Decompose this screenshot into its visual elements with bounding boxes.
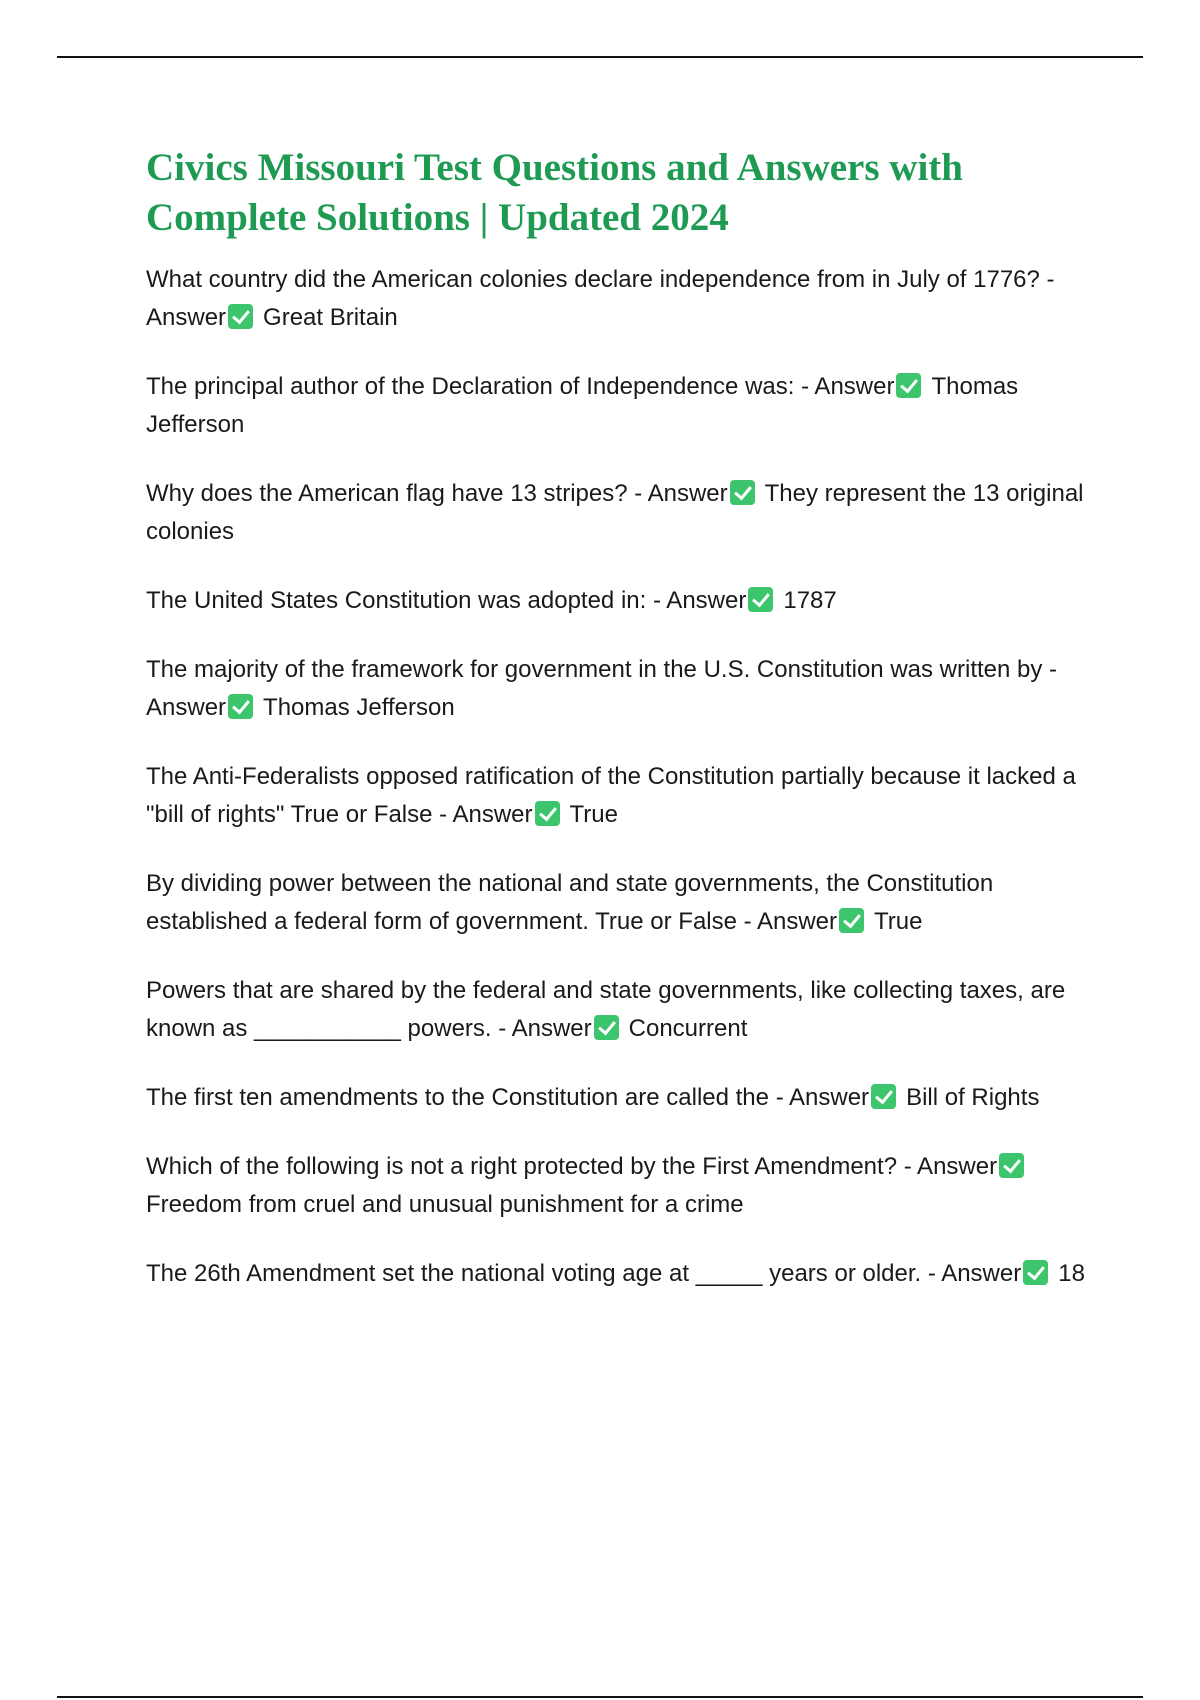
answer-marker: - Answer (498, 1015, 592, 1042)
question-text: The principal author of the Declaration of Independence was: (146, 373, 795, 400)
checkmark-icon (535, 801, 560, 826)
question-text: The Anti-Federalists opposed ratification of the Constitution partially because it lacked a "bill of rights" True or False (146, 763, 1076, 828)
checkmark-icon (871, 1084, 896, 1109)
checkmark-icon (594, 1015, 619, 1040)
checkmark-icon (896, 373, 921, 398)
document-body (146, 143, 1096, 1324)
question-text: The first ten amendments to the Constitution are called the (146, 1084, 770, 1111)
answer-text: True (874, 908, 923, 935)
answer-text: 1787 (783, 587, 837, 614)
answer-text: Freedom from cruel and unusual punishment for a crime (146, 1191, 744, 1218)
qa-item (146, 582, 1096, 620)
checkmark-icon (1023, 1260, 1048, 1285)
answer-text: Great Britain (263, 304, 398, 331)
answer-text: Thomas Jefferson (263, 694, 455, 721)
checkmark-icon (730, 480, 755, 505)
answer-text: Concurrent (628, 1015, 748, 1042)
bottom-rule (57, 1696, 1143, 1698)
question-text: Which of the following is not a right protected by the First Amendment? (146, 1153, 898, 1180)
answer-marker: - Answer (927, 1260, 1022, 1287)
answer-marker: - Answer (652, 587, 747, 614)
checkmark-icon (228, 304, 253, 329)
checkmark-icon (228, 694, 253, 719)
qa-item (146, 972, 1096, 1048)
qa-item (146, 475, 1096, 551)
qa-item (146, 261, 1096, 337)
checkmark-icon (748, 587, 773, 612)
qa-item (146, 651, 1096, 727)
question-text: Powers that are shared by the federal and state governments, like collecting taxes, are known as ___________ powers. (146, 977, 1066, 1042)
answer-text: 18 (1058, 1260, 1085, 1287)
answer-text: Bill of Rights (906, 1084, 1040, 1111)
checkmark-icon (999, 1153, 1024, 1178)
answer-marker: - Answer (439, 801, 533, 828)
question-text: Why does the American flag have 13 stripes? (146, 480, 628, 507)
question-text: The United States Constitution was adopted in: (146, 587, 647, 614)
answer-marker: - Answer (775, 1084, 870, 1111)
top-rule (57, 56, 1143, 58)
qa-item (146, 1148, 1096, 1224)
document-title: Civics Missouri Test Questions and Answers with Complete Solutions | Updated 2024 (146, 146, 963, 239)
qa-item (146, 1255, 1096, 1293)
question-text: The majority of the framework for government in the U.S. Constitution was written by (146, 656, 1043, 683)
qa-item (146, 1079, 1096, 1117)
answer-marker: - Answer (634, 480, 728, 507)
answer-text: Thomas Jefferson (146, 373, 1019, 438)
checkmark-icon (839, 908, 864, 933)
question-text: What country did the American colonies declare independence from in July of 1776? (146, 266, 1040, 293)
question-text: By dividing power between the national and state governments, the Constitution established a federal form of government. True or False (146, 870, 994, 935)
answer-marker: - Answer (146, 266, 1055, 331)
question-text: The 26th Amendment set the national voting age at _____ years or older. (146, 1260, 922, 1287)
answer-marker: - Answer (903, 1153, 998, 1180)
answer-marker: - Answer (801, 373, 895, 400)
answer-text: True (569, 801, 618, 828)
qa-item (146, 758, 1096, 834)
qa-item (146, 368, 1096, 444)
qa-item (146, 865, 1096, 941)
answer-marker: - Answer (146, 656, 1058, 721)
answer-marker: - Answer (743, 908, 838, 935)
answer-text: They represent the 13 original colonies (146, 480, 1084, 545)
